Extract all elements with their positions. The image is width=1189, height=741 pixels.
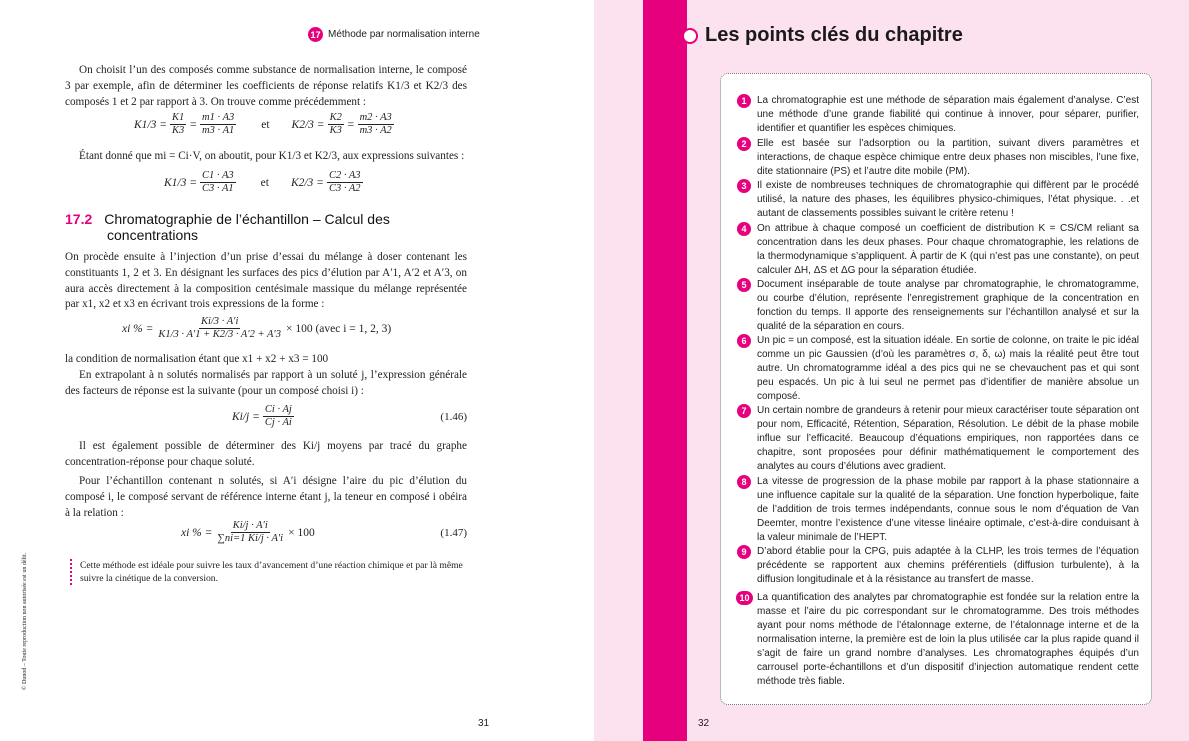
key-point-1-badge: 1 <box>737 94 751 108</box>
copyright-notice: © Dunod – Toute reproduction non autorisée est un délit. <box>22 552 28 690</box>
paragraph-5: En extrapolant à n solutés normalisés par rapport à un soluté j, l’expression générale des facteurs de réponse est la suivante (pour un composé choisi i) : <box>65 369 467 397</box>
key-point-3-badge: 3 <box>737 179 751 193</box>
eq1-b-num2: m2 · A3 <box>359 112 392 123</box>
eq2-a-lhs: K1/3 = <box>164 176 198 189</box>
paragraph-6: Il est également possible de déterminer des Ki/j moyens par tracé du graphe concentration-réponse pour chaque soluté. <box>65 440 467 468</box>
key-point-8-badge: 8 <box>737 475 751 489</box>
eq3-num: Ki/3 · A′i <box>200 316 239 327</box>
eq1-b-lhs: K2/3 = <box>291 118 325 131</box>
eq5-den: ∑ni=1 Ki/j · A′i <box>217 533 284 544</box>
eq2-and: et <box>260 176 269 189</box>
key-point-9-text: D’abord établie pour la CPG, puis adaptée à la CLHP, les trois termes de l’équation précédente se rapportent aux chemins préférentiels (diffusion turbulente), à la diffusion longitudinale et à la résistance au transfert de masse. <box>757 546 1139 585</box>
eq1-a-den2: m3 · A1 <box>202 125 235 136</box>
section-heading <box>65 211 390 243</box>
eq4-lhs: Ki/j = <box>232 410 260 423</box>
eq5-num: Ki/j · A′i <box>232 520 268 531</box>
eq1-a-num2: m1 · A3 <box>202 112 235 123</box>
key-point-3 <box>737 179 1139 221</box>
paragraph-3: On procède ensuite à l’injection d’un prise d’essai du mélange à doser contenant les constituants 1, 2 et 3. En désignant les surfaces des pics d’élution par A′1, A′2 et A′3, on aura accès directement à la composition centésimale massique du mélange représentée par x1, x2 et x3 en écrivant trois expressions de la forme : <box>65 251 467 311</box>
equation-1: K1/3 = $\frac{K1}{K3}$ = $\frac{m1 \cdot A3}{m3 \cdot A1}$ et K2/3 = $\frac{K2}{K3}$ = $\frac{m2 \cdot A3}{m3 \cdot A2}$ <box>134 112 392 136</box>
left-page-number: 31 <box>478 718 490 729</box>
eq1-b-den2: m3 · A2 <box>359 125 392 136</box>
paragraph-7: Pour l’échantillon contenant n solutés, si A′i désigne l’aire du pic d’élution du composé i, le composé servant de référence interne étant j, la teneur en composé i obéira à la relation : <box>65 475 467 519</box>
key-points-box <box>720 73 1152 705</box>
eq4-den: Cj · Ai <box>264 417 292 428</box>
key-point-7-text: Un certain nombre de grandeurs à retenir pour mieux caractériser toute séparation ont pour nom, Efficacité, Rétention, Séparation, Résolution. Le débit de la phase mobile influe sur l’efficacité. Beaucoup d’équations empiriques, non rapportées dans ce chapitre, sont proposées pour définir mathématiquement le comportement des analytes au cours d’élutions avec gradient. <box>757 405 1139 472</box>
eq5-tail: × 100 <box>288 526 315 539</box>
key-point-5-text: Document inséparable de toute analyse par chromatographie, le chromatogramme, ou courbe d’élution, représente l’enregistrement graphique de la concentration en fonction du temps. Il apporte des renseignements sur l’échantillon analysé et sur la qualité de la séparation en cours. <box>757 279 1139 332</box>
key-point-8 <box>737 475 1139 545</box>
right-page-number: 32 <box>698 718 710 729</box>
eq1-a-num1: K1 <box>172 112 185 123</box>
key-point-9 <box>737 545 1139 587</box>
eq1-b-den1: K3 <box>329 125 342 136</box>
key-point-5 <box>737 278 1139 334</box>
key-point-10 <box>737 591 1139 689</box>
key-point-6 <box>737 334 1139 404</box>
running-header-title: Méthode par normalisation interne <box>328 29 480 40</box>
key-points-title <box>682 24 963 47</box>
eq3-lhs: xi % = <box>122 322 154 335</box>
section-title-line-2: concentrations <box>107 227 199 243</box>
equation-2 <box>164 170 366 195</box>
eq2-b-den: C3 · A2 <box>328 183 361 194</box>
chapter-badge: 17 <box>308 27 323 42</box>
key-point-9-badge: 9 <box>737 545 751 559</box>
key-point-2-text: Elle est basée sur l’adsorption ou la partition, suivant divers paramètres et interactions, de chaque espèce chimique entre deux phases non miscibles, l’une fixe, dite stationnaire (PS) et l’autre dite mobile (PM). <box>757 138 1139 177</box>
paragraph-4: la condition de normalisation étant que x1 + x2 + x3 = 100 <box>65 353 329 365</box>
running-header <box>308 27 480 42</box>
eq1-b-num1: K2 <box>329 112 342 123</box>
margin-note: Cette méthode est idéale pour suivre les taux d’avancement d’une réaction chimique et par là même suivre la cinétique de la conversion. <box>70 559 480 585</box>
left-page <box>0 0 594 741</box>
paragraph-2: Étant donné que mi = Ci·V, on aboutit, pour K1/3 et K2/3, aux expressions suivantes : <box>79 150 465 162</box>
magenta-band <box>643 0 687 741</box>
key-point-7 <box>737 404 1139 474</box>
key-point-1-text: La chromatographie est une méthode de séparation mais également d’analyse. C’est une méthode d’une grande fiabilité qui continue à innover, pour séparer, purifier, identifier et quantifier les espèces chimiques. <box>757 95 1139 134</box>
eq2-b-lhs: K2/3 = <box>290 176 324 189</box>
key-point-10-text: La quantification des analytes par chromatographie est fondée sur la relation entre la masse et l’aire du pic correspondant sur le chromatogramme. Des trois méthodes ayant pour noms méthode de l’étalonnage externe, de l’étalonnage interne et de la normalisation interne, la première est de loin la plus utilisée car la plus rapide quand il s’agit de faire un grand nombre d’analyses. Les chromatographes équipés d’un carrousel porte-échantillons et d’un dispositif d’injection automatique rendent cette méthode très fiable. <box>757 592 1139 687</box>
eq4-num: Ci · Aj <box>264 404 292 415</box>
eq3-tail: × 100 (avec i = 1, 2, 3) <box>285 322 392 335</box>
eq4-number: (1.46) <box>440 410 467 423</box>
eq3-den: K1/3 · A′1 + K2/3 · A′2 + A′3 <box>158 329 281 340</box>
key-point-4 <box>737 222 1139 278</box>
eq1-a-den1: K3 <box>172 125 185 136</box>
equation-4 <box>232 404 467 429</box>
eq1-and: et <box>261 118 270 131</box>
key-point-2-badge: 2 <box>737 137 751 151</box>
eq1-a-lhs: K1/3 = <box>134 118 168 131</box>
key-point-4-text: On attribue à chaque composé un coefficient de distribution K = CS/CM reliant sa concentration dans les deux phases. Pour chaque chromatographie, les relations de la thermodynamique s’appliquent. À partir de K (qui n’est pas une constante), on peut calculer ΔH, ΔS et ΔG pour la séparation étudiée. <box>757 223 1139 276</box>
eq5-lhs: xi % = <box>181 526 213 539</box>
section-number: 17.2 <box>65 211 93 227</box>
right-page <box>594 0 1189 741</box>
key-point-6-badge: 6 <box>737 334 751 348</box>
eq2-a-den: C3 · A1 <box>202 183 234 194</box>
eq2-a-num: C1 · A3 <box>202 170 234 181</box>
eq2-b-num: C2 · A3 <box>328 170 361 181</box>
key-point-10-badge: 10 <box>736 591 753 605</box>
key-point-4-badge: 4 <box>737 222 751 236</box>
eq5-number: (1.47) <box>440 526 467 539</box>
key-point-6-text: Un pic = un composé, est la situation idéale. En sortie de colonne, on traite le pic idéal comme un pic Gaussien (d’où les paramètres σ, δ, ω) mais la réalité peut être tout autre. Un chromatogramme idéal a des pics qui ne se chevauchent pas et qui sont peu espacés. Un pic à lui seul ne permet pas d’identifier de manière absolue un composé. <box>757 335 1139 402</box>
key-point-2 <box>737 137 1139 179</box>
key-point-8-text: La vitesse de progression de la phase mobile par rapport à la phase stationnaire a une influence capitale sur la qualité de la séparation. Une fonction hyperbolique, faite de l’addition de trois termes indépendants, connue sous le nom d’équation de Van Deemter, montre l’existence d’une vitesse linéaire optimale, c’est-à-dire conduisant à la valeur minimale de l’HEPT. <box>757 476 1139 543</box>
key-point-1 <box>737 94 1139 136</box>
key-point-7-badge: 7 <box>737 404 751 418</box>
title-bullet-icon <box>682 28 698 44</box>
key-point-5-badge: 5 <box>737 278 751 292</box>
key-point-3-text: Il existe de nombreuses techniques de chromatographie qui diffèrent par le procédé utilisé, la nature des phases, les équilibres physico-chimiques, l’état physique. . .et autant de classements possibles suivant le critère retenu ! <box>757 180 1139 219</box>
equation-5 <box>181 520 467 545</box>
paragraph-1: On choisit l’un des composés comme substance de normalisation interne, le composé 3 par exemple, afin de déterminer les coefficients de réponse relatifs K1/3 et K2/3 des composés 1 et 2 par rapport à 3. On trouve comme précédemment : <box>65 64 467 108</box>
equation-3 <box>122 316 391 341</box>
key-points-title-text: Les points clés du chapitre <box>705 24 963 46</box>
section-title-line-1: Chromatographie de l’échantillon – Calcul des <box>104 211 390 227</box>
